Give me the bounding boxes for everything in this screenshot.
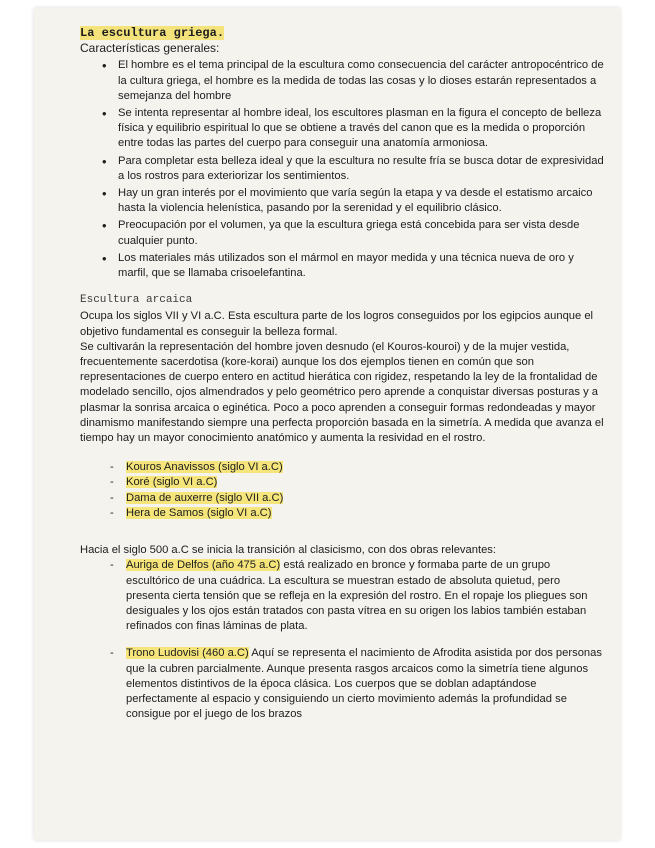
work-description: está realizado en bronce y formaba parte de un grupo escultórico de una cuádrica. La escultura se muestran estado de absoluta quietud, pero presenta cierta tensión que se refleja en la expresión del rostro. En el ropaje los pliegues son desiguales y los ojos están tratados con pasta vítrea en su origen los labios también estaban refinados con finas láminas de plata. xyxy=(126,559,588,633)
paragraph: Hacia el siglo 500 a.C se inicia la transición al clasicismo, con dos obras relevantes: xyxy=(80,544,497,557)
work-name: Trono Ludovisi (460 a.C) xyxy=(126,647,249,660)
section-subtitle: Características generales: xyxy=(80,41,220,56)
section-heading-arcaica: Escultura arcaica xyxy=(80,294,193,307)
list-item: • Para completar esta belleza ideal y que la escultura no resulte fría se busca dotar de expresividad a los rostros para exteriorizar los sentimientos. xyxy=(80,154,605,184)
paragraph: Se cultivarán la representación del hombre joven desnudo (el Kouros-kouroi) y de la mujer vestida, frecuentemente sacerdotisa (kore-korai) aunque los dos ejemplos tienen en común que son representaciones de cuerpo entero en actitud hierática con rigidez, respetando la ley de la frontalidad de modelado sencillo, ojos almendrados y pelo geométrico pero aprende a conquistar diversas posturas y a plasmar la sonrisa arcaica o eginética. Poco a poco aprenden a conseguir formas redondeadas y mayor dinamismo manifestando siempre una perfecta proporción basada en la simetría. A medida que avanza el tiempo hay un mayor conocimiento anatómico y aumenta la resividad en el rostro. xyxy=(80,340,604,445)
document-title: La escultura griega. xyxy=(80,26,225,40)
work-name: Auriga de Delfos (año 475 a.C) xyxy=(126,559,281,572)
characteristics-list xyxy=(80,58,605,281)
list-item: • El hombre es el tema principal de la escultura como consecuencia del carácter antropocéntrico de la cultura griega, el hombre es la medida de todas las cosas y lo dioses estarán representados a semejanza del hombre xyxy=(80,58,605,104)
paragraph: Ocupa los siglos VII y VI a.C. Esta escultura parte de los logros conseguidos por los egipcios aunque el objetivo fundamental es conseguir la belleza formal. xyxy=(80,310,594,338)
document-content xyxy=(80,26,605,722)
list-item: • Se intenta representar al hombre ideal, los escultores plasman en la figura el concepto de belleza física y equilibrio espiritual lo que se obtiene a través del canon que es la medida o proporción entre todas las partes del cuerpo para conseguir una anatomía armoniosa. xyxy=(80,106,605,152)
list-item: - Koré (siglo VI a.C) xyxy=(80,475,605,490)
work-description: Aquí se representa el nacimiento de Afrodita asistida por dos personas que la cubren parcialmente. Aunque presenta rasgos arcaicos como la simetría tiene algunos elementos distintivos de la época clásica. Los cuerpos que se doblan adaptándose perfectamente al espacio y consiguiendo un cierto movimiento además la profundidad se consigue por el juego de los brazos xyxy=(126,647,602,721)
list-item: • Los materiales más utilizados son el mármol en mayor medida y una técnica nueva de oro y marfil, que se llamaba crisoelefantina. xyxy=(80,251,605,281)
list-item: • Hay un gran interés por el movimiento que varía según la etapa y va desde el estatismo arcaico hasta la violencia helenística, pasando por la serenidad y el equilibrio clásico. xyxy=(80,186,605,216)
list-item: • Preocupación por el volumen, ya que la escultura griega está concebida para ser vista desde cualquier punto. xyxy=(80,218,605,248)
list-item: - Kouros Anavissos (siglo VI a.C) xyxy=(80,460,605,475)
examples-list xyxy=(80,460,605,521)
list-item xyxy=(80,646,605,722)
works-list xyxy=(80,558,605,722)
list-item xyxy=(80,558,605,634)
list-item: - Hera de Samos (siglo VI a.C) xyxy=(80,506,605,521)
paper-sheet xyxy=(34,8,620,840)
list-item: - Dama de auxerre (siglo VII a.C) xyxy=(80,491,605,506)
